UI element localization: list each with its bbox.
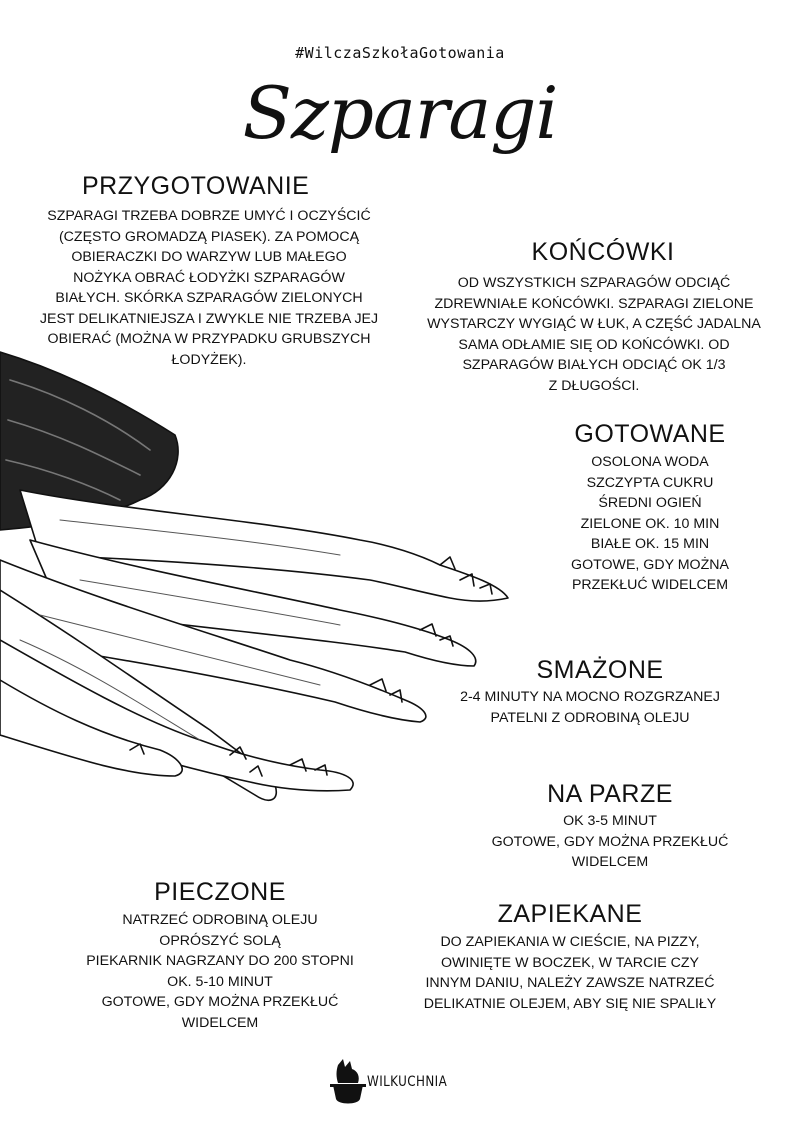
brand-logo	[330, 1055, 470, 1115]
asparagus-bundle-illustration	[0, 340, 520, 830]
section-heading: KOŃCÓWKI	[531, 238, 675, 266]
section-text: OD WSZYSTKICH SZPARAGÓW ODCIĄĆ ZDREWNIAŁE KOŃCÓWKI. SZPARAGI ZIELONE WYSTARCZY WYGIĄĆ W ŁUK, A CZĘŚĆ JADALNA SAMA ODŁAMIE SIĘ OD KOŃCÓWKI. OD SZPARAGÓW BIAŁYCH ODCIĄĆ OK 1/3 Z DŁUGOŚCI.	[427, 275, 761, 394]
section-heading: ZAPIEKANE	[497, 900, 643, 928]
wolf-pot-icon	[330, 1055, 366, 1111]
section-heading: PIECZONE	[154, 878, 286, 906]
section-text: SZPARAGI TRZEBA DOBRZE UMYĆ I OCZYŚCIĆ (CZĘSTO GROMADZĄ PIASEK). ZA POMOCĄ OBIERACZKI DO WARZYW LUB MAŁEGO NOŻYKA OBRAĆ ŁODYŻKI SZPARAGÓW BIAŁYCH. SKÓRKA SZPARAGÓW ZIELONYCH JEST DELIKATNIEJSZA I ZWYKLE NIE TRZEBA JEJ OBIERAĆ (MOŻNA W PRZYPADKU GRUBSZYCH ŁODYŻEK).	[39, 208, 379, 368]
section-heading: GOTOWANE	[574, 420, 726, 448]
section-heading: PRZYGOTOWANIE	[82, 172, 310, 200]
hashtag: #WilczaSzkołaGotowania	[295, 44, 505, 62]
section-text: DO ZAPIEKANIA W CIEŚCIE, NA PIZZY, OWINIĘTE W BOCZEK, W TARCIE CZY INNYM DANIU, NALEŻY ZAWSZE NATRZEĆ DELIKATNIE OLEJEM, ABY SIĘ NIE SPALIŁY	[423, 934, 717, 1012]
section-text: OSOLONA WODA SZCZYPTA CUKRU ŚREDNI OGIEŃ ZIELONE OK. 10 MIN BIAŁE OK. 15 MIN GOTOWE, GDY MOŻNA PRZEKŁUĆ WIDELCEM	[571, 454, 729, 593]
logo-text: WILKUCHNIA	[367, 1074, 448, 1090]
section-text: NATRZEĆ ODROBINĄ OLEJU OPRÓSZYĆ SOLĄ PIEKARNIK NAGRZANY DO 200 STOPNI OK. 5-10 MINUT GOTOWE, GDY MOŻNA PRZEKŁUĆ WIDELCEM	[86, 912, 354, 1031]
section-text: 2-4 MINUTY NA MOCNO ROZGRZANEJ PATELNI Z ODROBINĄ OLEJU	[460, 689, 720, 726]
section-text: OK 3-5 MINUT GOTOWE, GDY MOŻNA PRZEKŁUĆ WIDELCEM	[491, 813, 729, 870]
section-heading: NA PARZE	[547, 780, 673, 808]
section-heading: SMAŻONE	[536, 656, 664, 684]
page-title: Szparagi	[242, 71, 558, 155]
